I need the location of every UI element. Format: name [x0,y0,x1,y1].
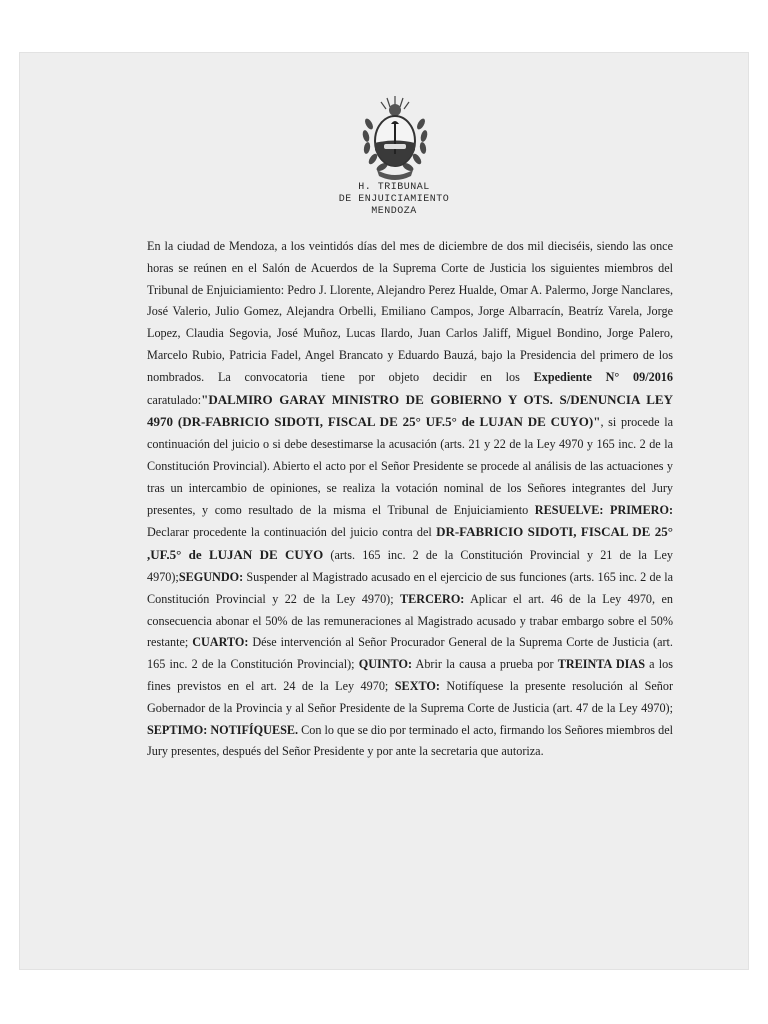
text-segment: Aplicar el art. 46 de la Ley 4970, en consecuencia abonar el 50% de las remuneraciones al Magistrado acusado y trabar embargo sobre el 50% restante; [147,591,673,650]
text-segment: , si procede la continuación del juicio o si debe desestimarse la acusación (arts. 21 y 22 de la Ley 4970 y 165 inc. 2 de la Constitución Provincial). Abierto el acto por el Señor Presidente se procede al análisis de las actuaciones y tras un intercambio de opiniones, se realiza la votación nominal de los Señores integrantes del Jury presentes, y como resultado de la misma el Tribunal de Enjuiciamiento [147,415,674,517]
text-segment: Declarar procedente la continuación del juicio contra del [147,525,437,540]
scanned-page [19,52,749,970]
sexto-heading: SEXTO: [394,678,440,693]
segundo-heading: SEGUNDO: [178,569,244,584]
treinta-dias: TREINTA DIAS [557,657,645,672]
quinto-heading: QUINTO: [358,657,413,672]
septimo-heading: SEPTIMO: NOTIFÍQUESE. [147,722,299,737]
resolution-text [147,236,673,763]
text-segment: Suspender al Magistrado acusado en el ejercicio de sus funciones (arts. 165 inc. 2 de la Constitución Provincial y 22 de la Ley 4970); [147,569,673,606]
text-segment: Dése intervención al Señor Procurador General de la Suprema Corte de Justicia (art. 165 inc. 2 de la Constitución Provincial); [147,635,673,672]
text-segment: Abrir la causa a prueba por [412,657,558,672]
text-segment: En la ciudad de Mendoza, a los veintidós días del mes de diciembre de dos mil dieciséis, siendo las once horas se reúnen en el Salón de Acuerdos de la Suprema Corte de Justicia los siguientes miembros del Tribunal de Enjuiciamiento: Pedro J. Llorente, Alejandro Perez Hualde, Omar A. Palermo, Jorge Nanclares, José Valerio, Julio Gomez, Alejandra Orbelli, Emiliano Campos, Jorge Albarracín, Beatríz Varela, Jorge Lopez, Claudia Segovia, José Muñoz, Lucas Ilardo, Juan Carlos Jaliff, Miguel Bondino, Jorge Palero, Marcelo Rubio, Patricia Fadel, Angel Brancato y Eduardo Bauzá, bajo la Presidencia del primero de los nombrados. La convocatoria tiene por objeto decidir en los [147,239,673,384]
resuelve-heading: RESUELVE: PRIMERO: [534,502,674,517]
text-segment: Con lo que se dio por terminado el acto, firmando los Señores miembros del Jury presentes, después del Señor Presidente y por ante la secretaria que autoriza. [147,722,673,759]
expediente-number: Expediente N° 09/2016 [533,369,673,384]
text-segment: (arts. 165 inc. 2 de la Constitución Provincial y 21 de la Ley 4970); [147,548,673,584]
tribunal-header [249,182,539,218]
cuarto-heading: CUARTO: [192,635,249,650]
text-segment: a los fines previstos en el art. 24 de la Ley 4970; [147,657,673,693]
tercero-heading: TERCERO: [400,591,465,606]
coat-of-arms-emblem [357,94,433,184]
header-line-1: H. TRIBUNAL [358,182,430,193]
case-caption: "DALMIRO GARAY MINISTRO DE GOBIERNO Y OTS. S/DENUNCIA LEY 4970 (DR-FABRICIO SIDOTI, FISCAL DE 25° UF.5° de LUJAN DE CUYO)" [147,391,673,430]
header-line-2: DE ENJUICIAMIENTO [338,194,450,205]
text-segment: Notifíquese la presente resolución al Señor Gobernador de la Provincia y al Señor Presidente de la Suprema Corte de Justicia (art. 47 de la Ley 4970); [147,678,674,715]
header-line-3: MENDOZA [371,206,417,217]
accused-name: DR-FABRICIO SIDOTI, FISCAL DE 25° ,UF.5° de LUJAN DE CUYO [147,524,673,563]
text-segment: caratulado: [147,392,202,407]
